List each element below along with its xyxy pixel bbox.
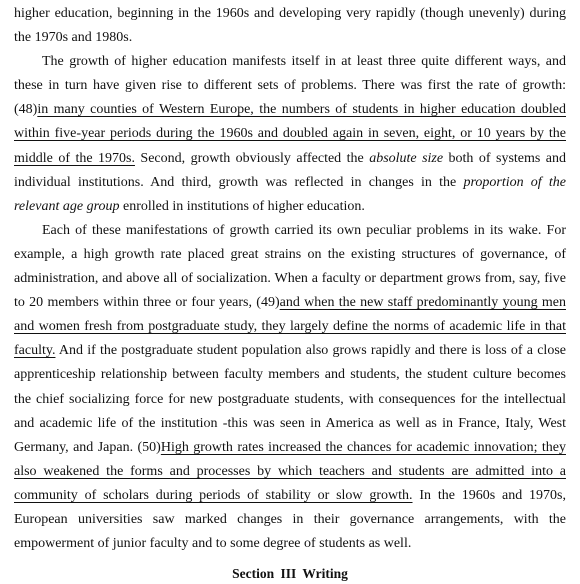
underlined-sentence-49: and when the new staff predominantly young men and women fresh from postgraduate study, they largely define the norms of academic life in that faculty. bbox=[14, 295, 566, 359]
paragraph-2-text-2: Second, growth obviously affected the bbox=[134, 150, 370, 166]
italic-absolute-size: absolute size bbox=[369, 150, 444, 166]
italic-proportion-age-group: proportion of the relevant age group bbox=[14, 174, 567, 214]
paragraph-3 bbox=[14, 219, 566, 556]
section-heading: Section III Writing bbox=[232, 566, 348, 582]
paragraph-2-text-1: The growth of higher education manifests itself in at least three quite different ways, and these in turn have given rise to different sets of problems. There was first the rate of growth: (48) bbox=[14, 54, 566, 118]
underlined-sentence-50: High growth rates increased the chances for academic innovation; they also weakened the forms and processes by which teachers and students are admitted into a community of scholars during periods of stability or slow growth. bbox=[14, 439, 566, 503]
paragraph-2-text-4: enrolled in institutions of higher education. bbox=[119, 198, 365, 214]
document-page bbox=[14, 0, 566, 584]
paragraph-2 bbox=[14, 50, 566, 219]
paragraph-2-text-3: both of systems and individual institutions. And third, growth was reflected in changes in the bbox=[14, 150, 566, 190]
paragraph-1 bbox=[14, 2, 566, 50]
underlined-sentence-48: in many counties of Western Europe, the numbers of students in higher education doubled within five-year periods during the 1960s and doubled again in seven, eight, or 10 years by the middle of the 1970s. bbox=[14, 102, 566, 166]
paragraph-3-text-2: And if the postgraduate student population also grows rapidly and there is loss of a close apprenticeship relationship between faculty members and students, the student culture becomes the chief socializing force for new postgraduate students, with consequences for the intellectual and academic life of the institution -this was seen in America as well as in France, Italy, West Germany, and Japan. (50) bbox=[14, 343, 566, 455]
paragraph-1-text: higher education, beginning in the 1960s and developing very rapidly (though unevenly) during the 1970s and 1980s. bbox=[14, 6, 566, 46]
paragraph-3-text-3: In the 1960s and 1970s, European universities saw marked changes in their governance arrangements, with the empowerment of junior faculty and to some degree of students as well. bbox=[14, 487, 566, 552]
paragraph-3-text-1: Each of these manifestations of growth carried its own peculiar problems in its wake. For example, a high growth rate placed great strains on the existing structures of governance, of administration, and above all of socialization. When a faculty or department grows from, say, five to 20 members within three or four years, (49) bbox=[14, 222, 566, 311]
